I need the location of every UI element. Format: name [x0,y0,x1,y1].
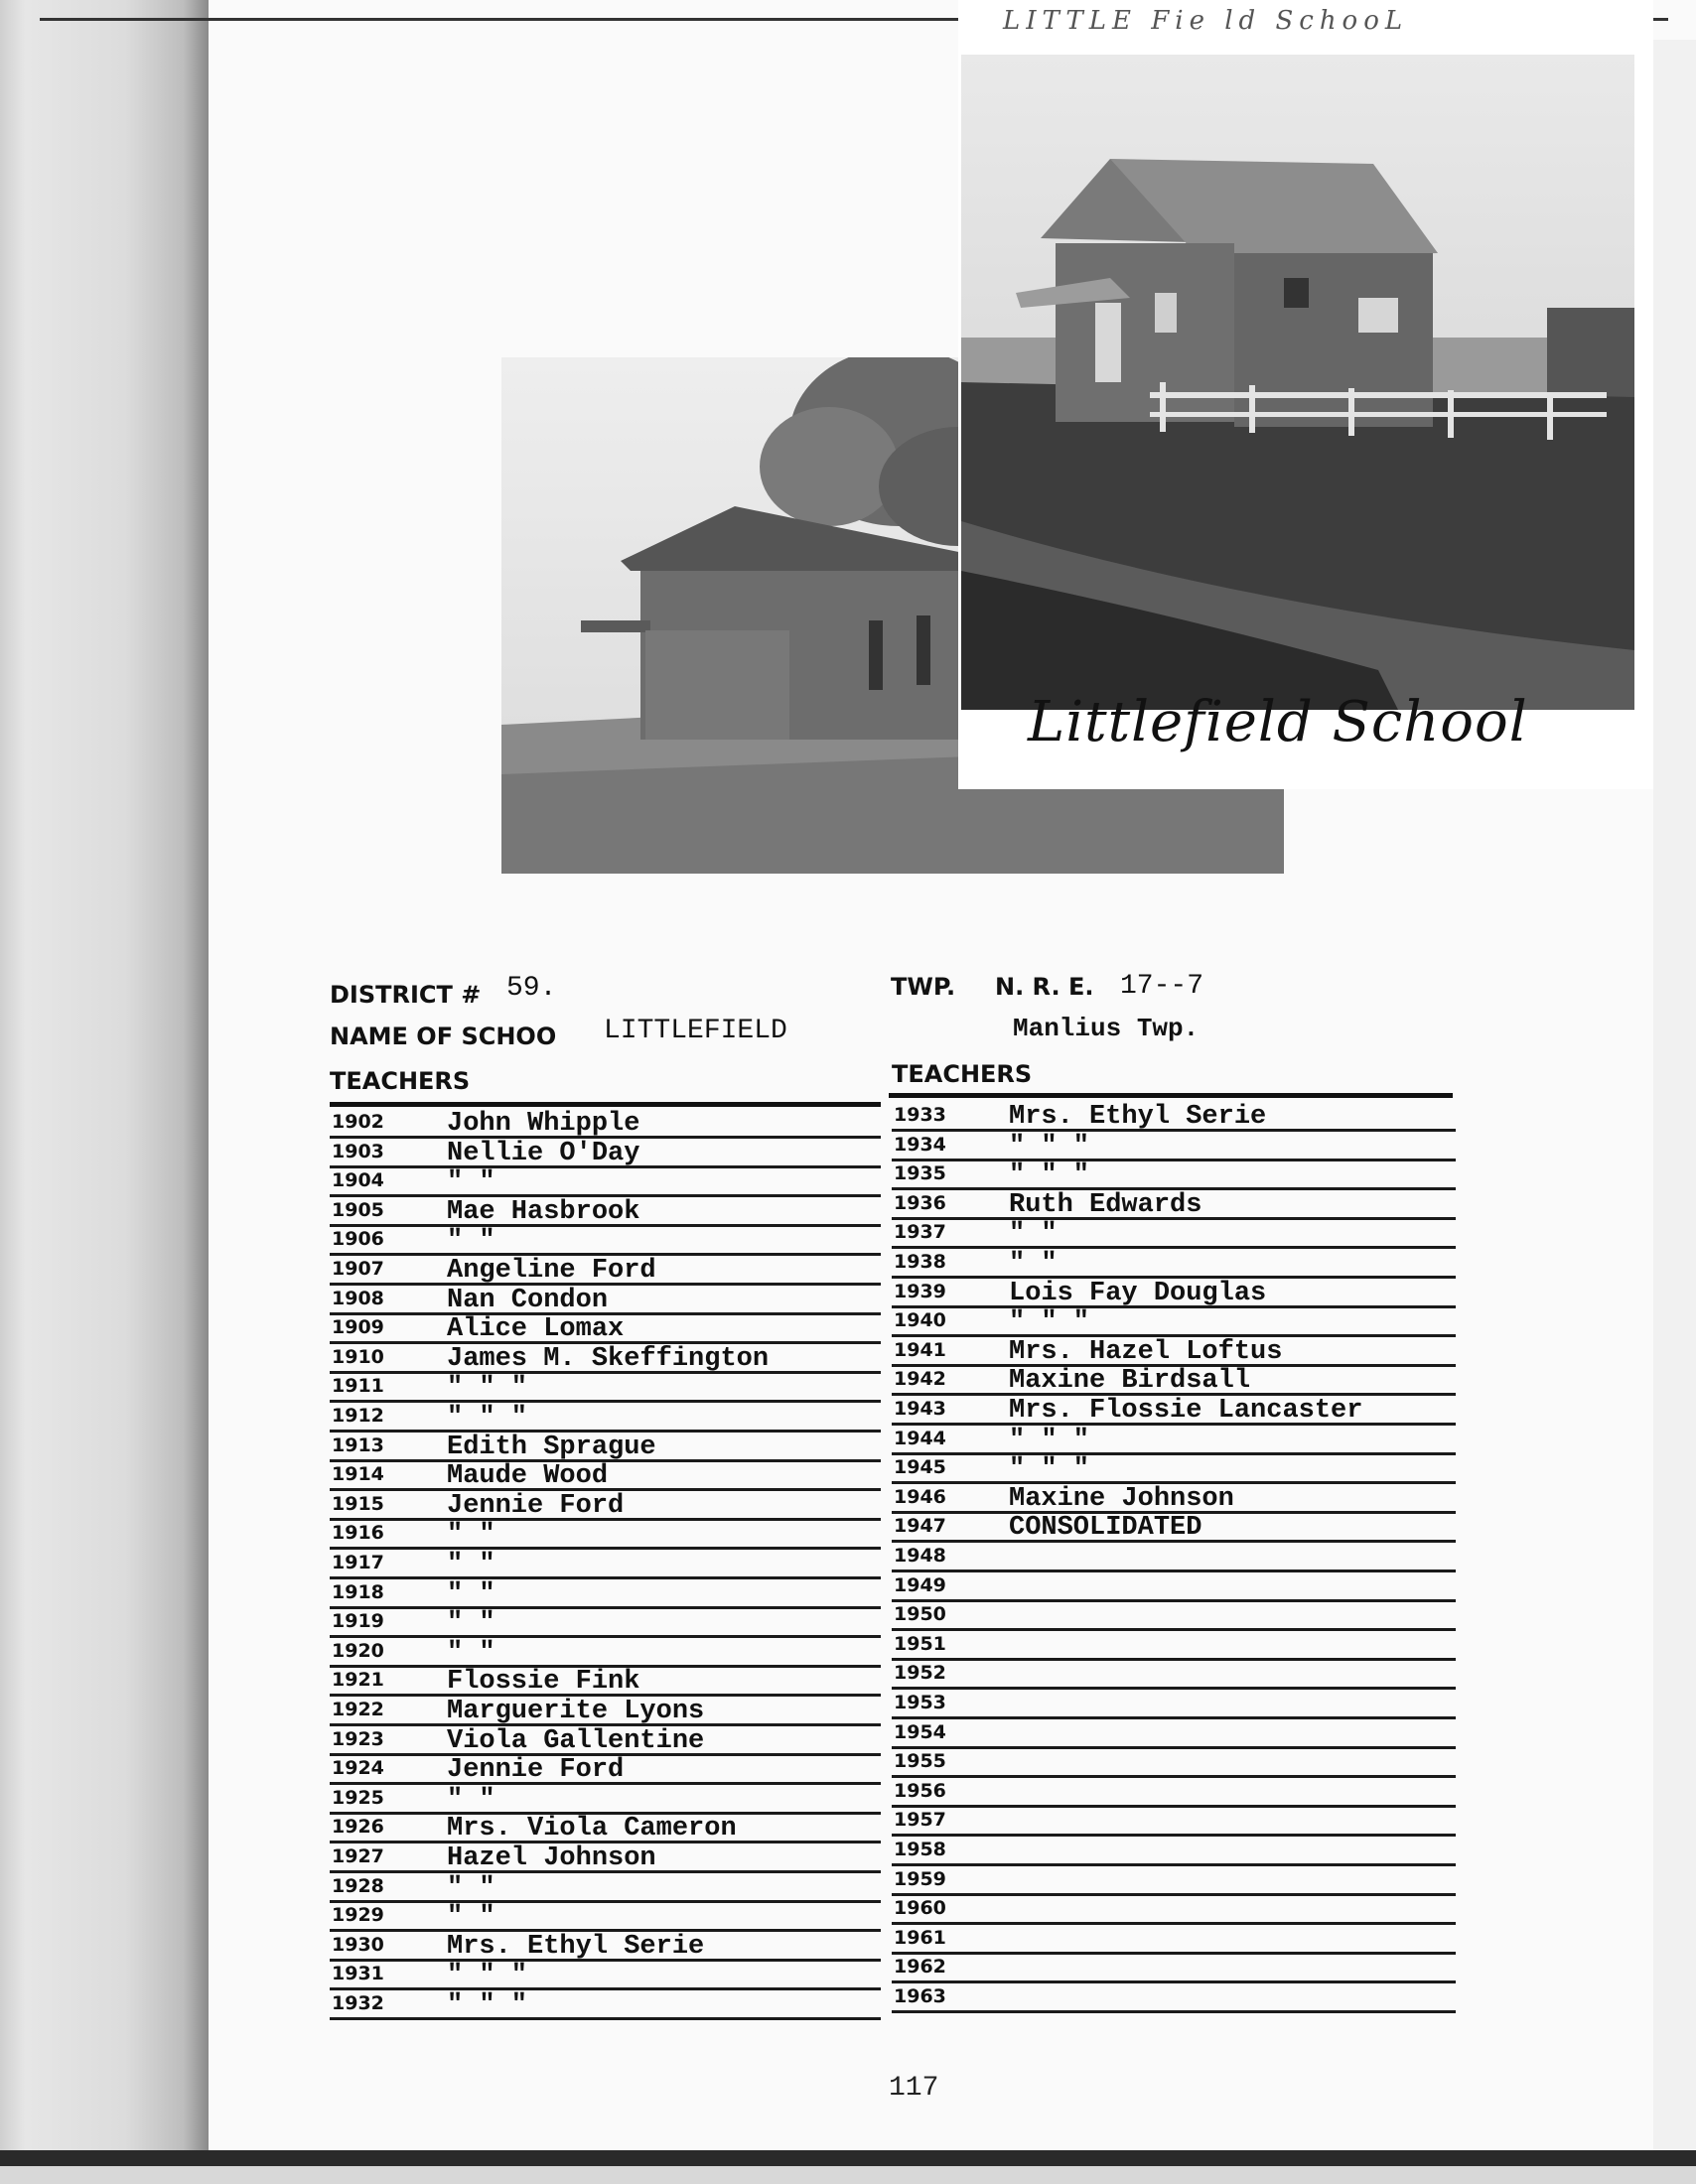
row-year: 1931 [332,1963,384,1985]
teachers-right-label: TEACHERS [892,1060,1033,1088]
row-year: 1962 [894,1956,946,1979]
table-row [330,1342,881,1374]
row-year: 1921 [332,1669,384,1692]
row-year: 1932 [332,1992,384,2014]
table-row [892,1100,1456,1132]
table-row [330,1900,881,1932]
row-teacher-name: Hazel Johnson [447,1843,656,1873]
row-teacher-name: " " [447,1520,495,1551]
bottom-edge-margin [0,2166,1696,2184]
row-year: 1915 [332,1492,384,1515]
row-year: 1906 [332,1228,384,1251]
row-year: 1953 [894,1692,946,1713]
table-row [892,1452,1456,1484]
table-row [330,1724,881,1756]
table-row [330,1930,881,1962]
row-year: 1952 [894,1662,946,1685]
row-teacher-name: " " " [1009,1160,1090,1191]
row-year: 1958 [894,1839,946,1860]
school-name-label: NAME OF SCHOO [330,1023,557,1050]
row-year: 1914 [332,1463,384,1486]
table-row [892,1717,1456,1749]
row-year: 1949 [894,1573,946,1596]
page-number: 117 [889,2073,939,2104]
table-row [892,1482,1456,1514]
row-teacher-name: Maude Wood [447,1461,609,1492]
table-row [892,1776,1456,1808]
row-year: 1905 [332,1198,384,1221]
right-page-edge [1653,40,1696,2154]
row-teacher-name: CONSOLIDATED [1009,1513,1202,1544]
row-teacher-name: " " [447,1902,495,1933]
row-teacher-name: Jennie Ford [447,1755,625,1786]
table-row [330,1636,881,1668]
table-row [330,1107,881,1139]
school-name-value: LITTLEFIELD [604,1016,787,1046]
row-year: 1929 [332,1904,384,1927]
right-table-top-rule [889,1093,1453,1098]
row-year: 1928 [332,1874,384,1897]
row-year: 1957 [894,1809,946,1832]
row-teacher-name: Mrs. Hazel Loftus [1009,1336,1283,1367]
row-year: 1935 [894,1162,946,1185]
table-row [892,1952,1456,1983]
row-year: 1940 [894,1309,946,1332]
row-year: 1946 [894,1485,946,1508]
table-row [892,1923,1456,1955]
row-year: 1926 [332,1816,384,1839]
row-year: 1912 [332,1405,384,1427]
row-year: 1917 [332,1552,384,1573]
district-label: DISTRICT # [330,981,482,1009]
row-teacher-name: Flossie Fink [447,1667,640,1698]
row-teacher-name: Angeline Ford [447,1256,656,1286]
row-year: 1954 [894,1720,946,1743]
row-teacher-name: " " [447,1872,495,1903]
row-year: 1902 [332,1111,384,1133]
row-teacher-name: Nellie O'Day [447,1138,640,1168]
row-teacher-name: Mrs. Flossie Lancaster [1009,1396,1363,1426]
table-row [330,1165,881,1197]
table-row [892,1805,1456,1837]
row-teacher-name: " " " [447,1990,528,2020]
row-year: 1924 [332,1757,384,1780]
row-year: 1941 [894,1338,946,1361]
table-row [330,1371,881,1403]
table-row [892,1864,1456,1896]
row-year: 1956 [894,1779,946,1802]
row-teacher-name: Alice Lomax [447,1314,625,1345]
table-row [330,1695,881,1726]
table-row [892,1394,1456,1426]
row-teacher-name: " " [1009,1219,1058,1250]
row-teacher-name: Maxine Johnson [1009,1483,1234,1514]
township-name: Manlius Twp. [1013,1014,1200,1043]
table-row [892,1599,1456,1631]
row-teacher-name: " " [447,1608,495,1639]
table-row [892,1746,1456,1778]
row-year: 1920 [332,1639,384,1662]
table-row [892,1305,1456,1337]
row-year: 1936 [894,1191,946,1214]
row-year: 1937 [894,1221,946,1244]
row-teacher-name: " " [447,1550,495,1579]
row-teacher-name: Ruth Edwards [1009,1189,1202,1220]
table-row [330,1195,881,1227]
row-teacher-name: Mrs. Ethyl Serie [1009,1102,1267,1132]
row-year: 1959 [894,1867,946,1890]
twp-code: N. R. E. [995,973,1094,1001]
row-teacher-name: " " [447,1637,495,1668]
row-teacher-name: Edith Sprague [447,1432,656,1462]
table-row [330,1518,881,1550]
row-teacher-name: Jennie Ford [447,1490,625,1521]
row-year: 1923 [332,1727,384,1750]
row-year: 1913 [332,1433,384,1456]
row-teacher-name: Mrs. Ethyl Serie [447,1931,705,1962]
row-teacher-name: James M. Skeffington [447,1343,770,1374]
row-teacher-name: " " [1009,1249,1058,1279]
table-row [330,1284,881,1315]
table-row [330,1606,881,1638]
row-year: 1911 [332,1375,384,1398]
row-teacher-name: Viola Gallentine [447,1725,705,1756]
row-year: 1934 [894,1133,946,1156]
row-teacher-name: Marguerite Lyons [447,1697,705,1726]
row-teacher-name: " " " [447,1373,528,1404]
table-row [330,1224,881,1256]
table-row [892,1893,1456,1925]
table-row [892,1511,1456,1543]
row-teacher-name: Maxine Birdsall [1009,1366,1251,1397]
table-row [330,1548,881,1579]
row-teacher-name: " " [447,1167,495,1198]
table-row [892,1188,1456,1220]
row-year: 1960 [894,1897,946,1920]
table-row [330,1842,881,1873]
row-year: 1922 [332,1699,384,1720]
row-year: 1961 [894,1926,946,1949]
row-year: 1916 [332,1522,384,1545]
row-teacher-name: " " " [1009,1307,1090,1338]
row-year: 1908 [332,1287,384,1309]
table-row [892,1424,1456,1455]
twp-value: 17--7 [1120,971,1204,1002]
table-row [330,1871,881,1903]
row-year: 1904 [332,1169,384,1192]
table-row [330,1812,881,1843]
table-row [892,1658,1456,1690]
table-row [330,1988,881,2020]
row-year: 1950 [894,1603,946,1626]
row-year: 1903 [332,1140,384,1162]
row-teacher-name: Lois Fay Douglas [1009,1278,1267,1308]
row-teacher-name: " " " [1009,1131,1090,1161]
table-row [892,1335,1456,1367]
row-year: 1910 [332,1345,384,1368]
row-year: 1918 [332,1580,384,1603]
table-row [330,1401,881,1433]
row-teacher-name: " " [447,1578,495,1609]
row-year: 1955 [894,1750,946,1773]
table-row [330,1959,881,1990]
littlefield-school-photo [961,55,1634,710]
twp-label: TWP. [891,973,956,1001]
row-year: 1947 [894,1515,946,1538]
row-year: 1945 [894,1456,946,1479]
row-teacher-name: " " " [447,1961,528,1991]
table-row [330,1489,881,1521]
table-row [892,1130,1456,1161]
table-row [330,1783,881,1815]
table-row [330,1665,881,1697]
table-row [892,1835,1456,1866]
row-year: 1942 [894,1368,946,1391]
row-teacher-name: Mrs. Viola Cameron [447,1814,737,1844]
photo-caption-handwritten-top: LITTLE Fie ld SchooL [1003,6,1409,36]
row-teacher-name: " " [447,1226,495,1257]
row-teacher-name: " " " [447,1403,528,1433]
row-year: 1919 [332,1610,384,1633]
row-teacher-name: " " " [1009,1454,1090,1485]
bottom-edge-bar [0,2150,1696,2166]
row-year: 1963 [894,1985,946,2007]
table-row [892,1159,1456,1190]
table-row [892,1247,1456,1279]
row-year: 1943 [894,1398,946,1420]
table-row [892,1688,1456,1719]
table-row [330,1312,881,1344]
table-row [892,1629,1456,1661]
table-row [330,1431,881,1462]
row-year: 1939 [894,1280,946,1302]
row-year: 1951 [894,1632,946,1655]
photo-caption-script: Littlefield School [1028,690,1528,754]
book-spine [0,0,209,2184]
row-year: 1944 [894,1427,946,1449]
row-year: 1930 [332,1933,384,1956]
table-row [330,1577,881,1609]
row-year: 1909 [332,1316,384,1339]
row-teacher-name: Nan Condon [447,1285,609,1315]
teachers-left-label: TEACHERS [330,1067,471,1095]
row-year: 1948 [894,1545,946,1567]
district-value: 59. [506,973,557,1004]
row-year: 1938 [894,1251,946,1273]
table-row [330,1254,881,1286]
table-row [330,1137,881,1168]
table-row [892,1570,1456,1602]
table-row [892,1277,1456,1308]
row-year: 1925 [332,1786,384,1809]
table-row [330,1459,881,1491]
row-teacher-name: " " [447,1784,495,1815]
table-row [892,1981,1456,2013]
row-year: 1933 [894,1104,946,1126]
table-row [330,1753,881,1785]
row-year: 1927 [332,1845,384,1867]
row-teacher-name: " " " [1009,1425,1090,1455]
row-teacher-name: Mae Hasbrook [447,1196,640,1227]
table-row [892,1541,1456,1572]
row-year: 1907 [332,1258,384,1280]
table-row [892,1364,1456,1396]
table-row [892,1217,1456,1249]
row-teacher-name: John Whipple [447,1109,640,1139]
